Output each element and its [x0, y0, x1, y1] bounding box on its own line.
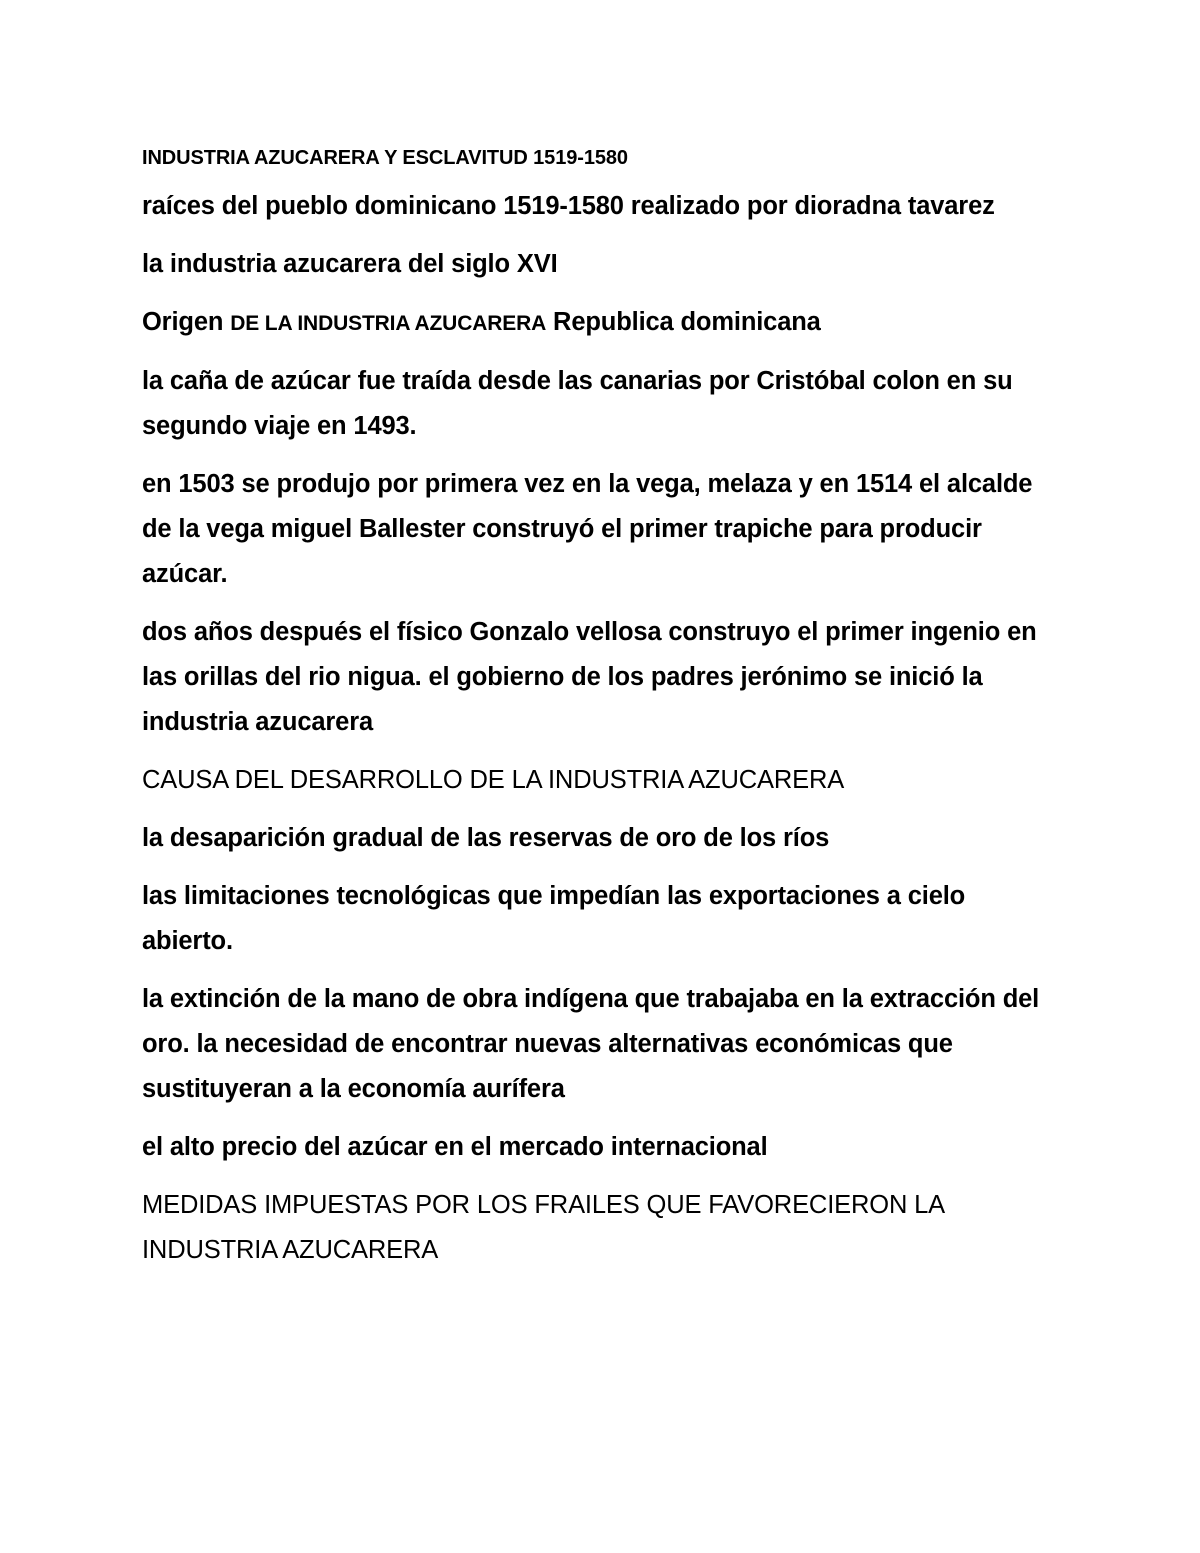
paragraph-first-trapiche: en 1503 se produjo por primera vez en la vega, melaza y en 1514 el alcalde de la vega miguel Ballester construyó el primer trapiche para producir azúcar.: [142, 470, 1033, 588]
origin-text-end: Republica dominicana: [546, 308, 821, 336]
paragraph-cause-price: el alto precio del azúcar en el mercado internacional: [142, 1133, 768, 1161]
heading-measures: MEDIDAS IMPUESTAS POR LOS FRAILES QUE FAVORECIERON LA INDUSTRIA AZUCARERA: [142, 1191, 944, 1264]
heading-causes: CAUSA DEL DESARROLLO DE LA INDUSTRIA AZUCARERA: [142, 766, 845, 794]
paragraph-cause-labor: la extinción de la mano de obra indígena que trabajaba en la extracción del oro. la necesidad de encontrar nuevas alternativas económicas que sustituyeran a la economía aurífera: [142, 985, 1040, 1103]
paragraph-section-century: la industria azucarera del siglo XVI: [142, 250, 558, 278]
origin-text-start: Origen: [142, 308, 231, 336]
paragraph-author: raíces del pueblo dominicano 1519-1580 realizado por dioradna tavarez: [142, 192, 995, 220]
paragraph-cause-gold: la desaparición gradual de las reservas de oro de los ríos: [142, 824, 830, 852]
paragraph-origin-heading: [142, 300, 1062, 346]
paragraph-first-ingenio: dos años después el físico Gonzalo vellosa construyo el primer ingenio en las orillas del rio nigua. el gobierno de los padres jerónimo se inició la industria azucarera: [142, 618, 1037, 736]
paragraph-cause-technology: las limitaciones tecnológicas que impedían las exportaciones a cielo abierto.: [142, 882, 966, 955]
document-body: [142, 143, 1062, 1273]
document-title: INDUSTRIA AZUCARERA Y ESCLAVITUD 1519-1580: [142, 147, 628, 169]
origin-text-caps: DE LA INDUSTRIA AZUCARERA: [230, 312, 547, 335]
paragraph-sugar-cane: la caña de azúcar fue traída desde las canarias por Cristóbal colon en su segundo viaje en 1493.: [142, 367, 1013, 440]
